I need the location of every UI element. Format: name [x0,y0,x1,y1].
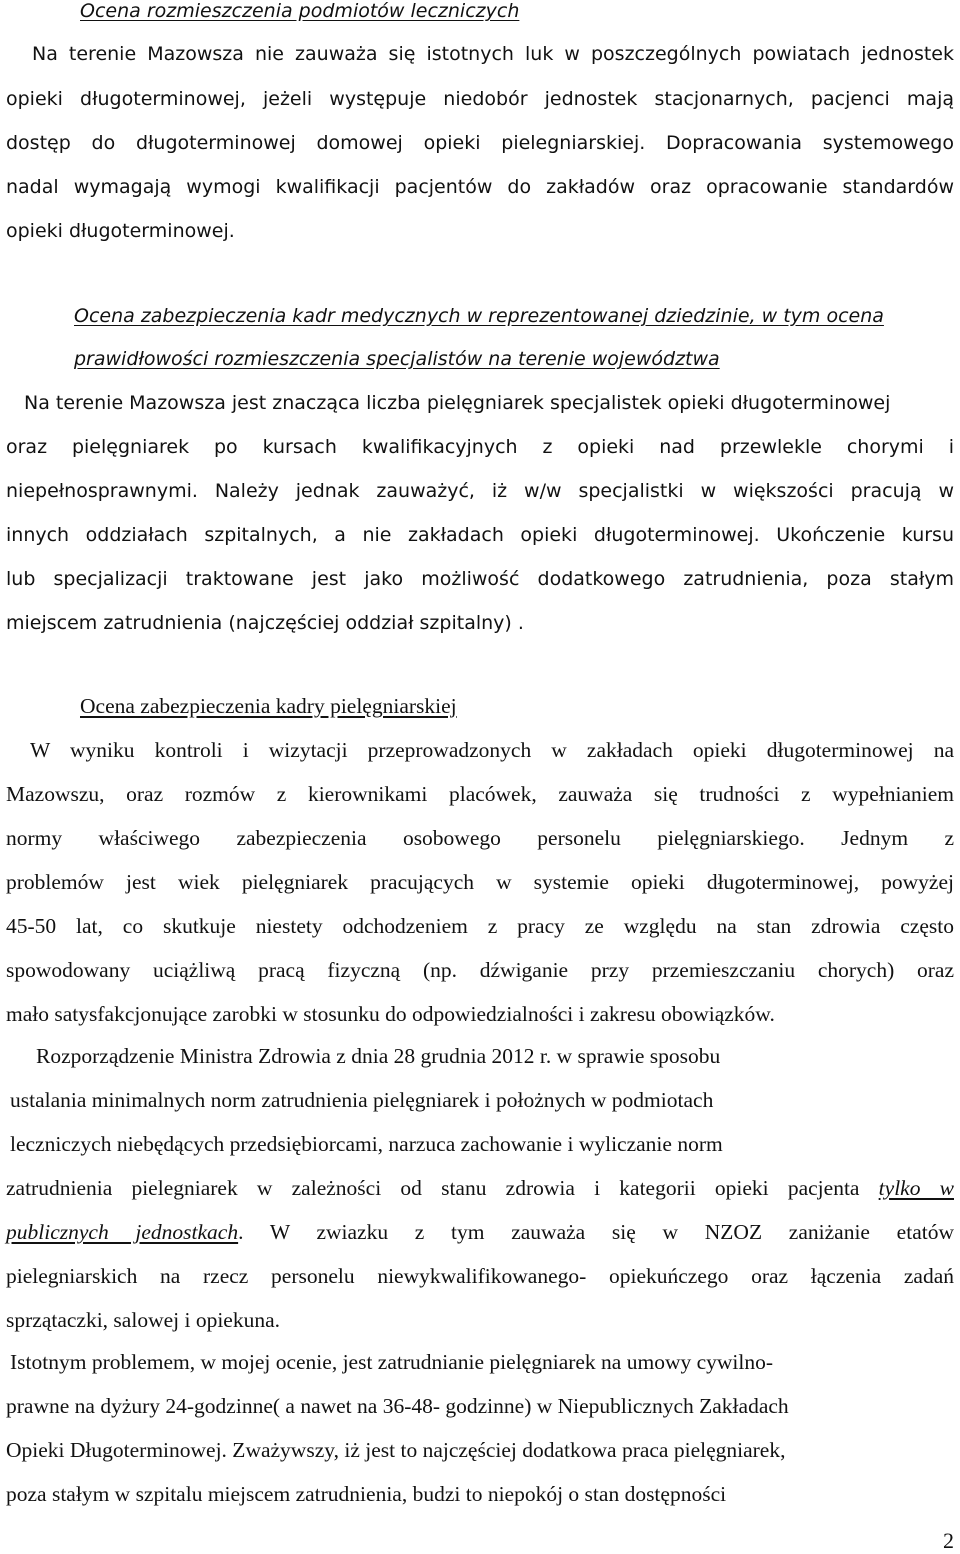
paragraph-line: nadal wymagają wymogi kwalifikacji pacjentów do zakładów oraz opracowanie standardów [6,176,954,198]
paragraph-line: miejscem zatrudnienia (najczęściej oddział szpitalny) . [6,612,524,634]
paragraph-line: opieki długoterminowej. [6,220,235,242]
paragraph-line: spowodowany uciążliwą pracą fizyczną (np. dźwiganie przy przemieszczaniu chorych) oraz [6,958,954,982]
paragraph-line: lub specjalizacji traktowane jest jako możliwość dodatkowego zatrudnienia, poza stałym [6,568,954,590]
paragraph-line: opieki długoterminowej, jeżeli występuje niedobór jednostek stacjonarnych, pacjenci mają [6,88,954,110]
paragraph-line: Na terenie Mazowsza nie zauważa się istotnych luk w poszczególnych powiatach jednostek [32,43,954,65]
regulation-emphasis: tylko w [878,1176,954,1200]
paragraph-line: 45-50 lat, co skutkuje niestety odchodzeniem z pracy ze względu na stan zdrowia często [6,914,954,938]
regulation-line: pielegniarskich na rzecz personelu niewykwalifikowanego- opiekuńczego oraz łączenia zadań [6,1264,954,1288]
section-heading-kadra-pielegniarska: Ocena zabezpieczenia kadry pielęgniarskiej [80,694,457,718]
paragraph-line: dostęp do długoterminowej domowej opieki pielegniarskiej. Dopracowania systemowego [6,132,954,154]
regulation-emphasis: publicznych jednostkach [6,1220,239,1244]
problem-line: poza stałym w szpitalu miejscem zatrudnienia, budzi to niepokój o stan dostępności [6,1482,727,1506]
paragraph-line: oraz pielęgniarek po kursach kwalifikacyjnych z opieki nad przewlekle chorymi i [6,436,954,458]
regulation-line: ustalania minimalnych norm zatrudnienia pielęgniarek i położnych w podmiotach [10,1088,714,1112]
problem-line: prawne na dyżury 24-godzinne( a nawet na 36-48- godzinne) w Niepublicznych Zakładach [6,1394,789,1418]
paragraph-line: problemów jest wiek pielęgniarek pracujących w systemie opieki długoterminowej, powyżej [6,870,954,894]
problem-line: Istotnym problemem, w mojej ocenie, jest zatrudnianie pielęgniarek na umowy cywilno- [10,1350,774,1374]
page-number: 2 [943,1528,954,1553]
section-heading-podmioty: Ocena rozmieszczenia podmiotów leczniczych [80,0,520,22]
paragraph-line: mało satysfakcjonujące zarobki w stosunku do odpowiedzialności i zakresu obowiązków. [6,1002,775,1026]
section-heading-kadry-medyczne-line2: prawidłowości rozmieszczenia specjalistów na terenie województwa [74,348,720,370]
regulation-text: . W zwiazku z tym zauważa się w NZOZ zaniżanie etatów [238,1220,954,1244]
paragraph-line: innych oddziałach szpitalnych, a nie zakładach opieki długoterminowej. Ukończenie kursu [6,524,954,546]
regulation-line: sprzątaczki, salowej i opiekuna. [6,1308,281,1332]
regulation-line [6,1222,954,1244]
regulation-text: zatrudnienia pielegniarek w zależności od stanu zdrowia i kategorii opieki pacjenta [6,1176,860,1200]
paragraph-line: normy właściwego zabezpieczenia osobowego personelu pielęgniarskiego. Jednym z [6,826,954,850]
paragraph-line: Mazowszu, oraz rozmów z kierownikami placówek, zauważa się trudności z wypełnianiem [6,782,954,806]
section-heading-kadry-medyczne-line1: Ocena zabezpieczenia kadr medycznych w reprezentowanej dziedzinie, w tym ocena [74,305,884,327]
regulation-line: Rozporządzenie Ministra Zdrowia z dnia 28 grudnia 2012 r. w sprawie sposobu [36,1044,721,1068]
problem-line: Opieki Długoterminowej. Zważywszy, iż jest to najczęściej dodatkowa praca pielęgniarek, [6,1438,786,1462]
paragraph-line: niepełnosprawnymi. Należy jednak zauważyć, iż w/w specjalistki w większości pracują w [6,480,954,502]
paragraph-line: W wyniku kontroli i wizytacji przeprowadzonych w zakładach opieki długoterminowej na [30,738,954,762]
regulation-line: leczniczych niebędących przedsiębiorcami, narzuca zachowanie i wyliczanie norm [10,1132,723,1156]
paragraph-line: Na terenie Mazowsza jest znacząca liczba pielęgniarek specjalistek opieki długoterminowej [24,392,891,414]
regulation-line [6,1178,954,1200]
